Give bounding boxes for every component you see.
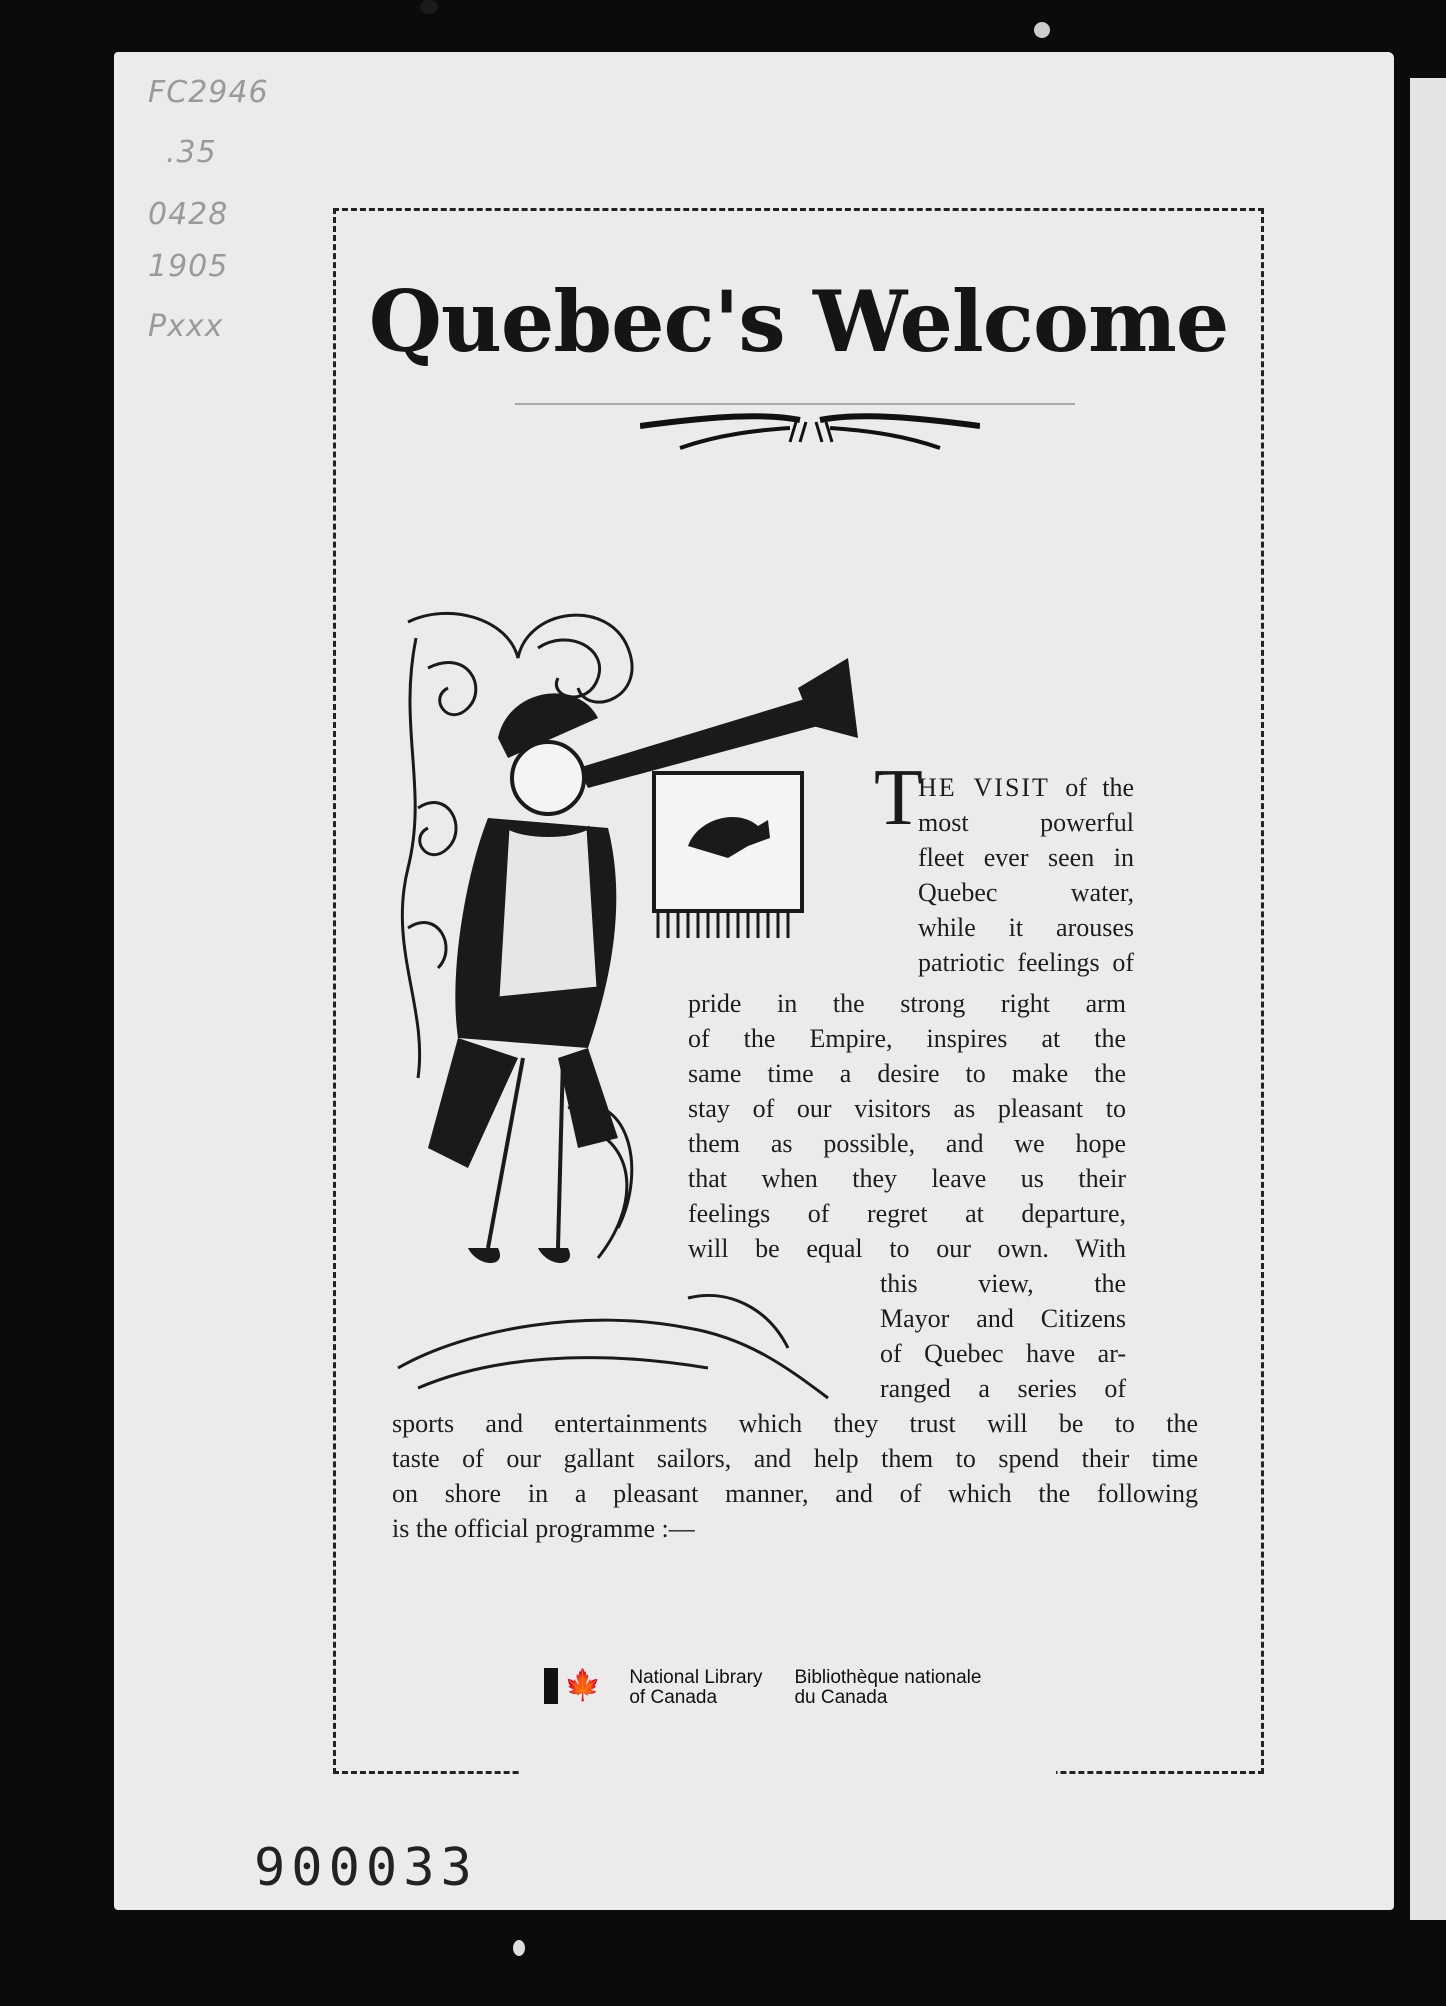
body-text-middle: [688, 986, 1126, 1266]
library-name-en: National Library of Canada: [629, 1667, 763, 1708]
text-line: of Quebec have ar-: [880, 1339, 1126, 1368]
maple-leaf-icon: 🍁: [564, 1669, 602, 1702]
drop-cap: T: [874, 754, 923, 842]
adjacent-page-edge: [1410, 78, 1446, 1920]
body-text-full: [392, 1406, 1198, 1546]
text-line: on shore in a pleasant manner, and of which the following: [392, 1479, 1198, 1508]
text-line: will be equal to our own. With: [688, 1234, 1126, 1263]
text-line: this view, the: [880, 1269, 1126, 1298]
page-title: Quebec's Welcome: [368, 272, 1229, 371]
text-line: taste of our gallant sailors, and help them to spend their time: [392, 1444, 1198, 1473]
text-line: while it arouses: [918, 913, 1134, 942]
text-line: ranged a series of: [880, 1374, 1126, 1403]
text-line: stay of our visitors as pleasant to: [688, 1094, 1126, 1123]
text-line: them as possible, and we hope: [688, 1129, 1126, 1158]
lead-in: HE VISIT: [918, 773, 1050, 802]
library-name-fr: Bibliothèque nationale du Canada: [794, 1667, 982, 1708]
text-line: feelings of regret at departure,: [688, 1199, 1126, 1228]
frame-gap: [520, 1764, 1056, 1794]
scan-speck: [513, 1940, 525, 1956]
title-flourish: [640, 408, 980, 452]
text-line: pride in the strong right arm: [688, 989, 1126, 1018]
text-line: HE VISIT of the: [918, 773, 1135, 802]
text-line: sports and entertainments which they trust will be to the: [392, 1409, 1198, 1438]
text-line: Mayor and Citizens: [880, 1304, 1126, 1333]
accession-number: 900033: [254, 1838, 478, 1898]
national-library-logo: [544, 1668, 1013, 1708]
text-line: of the Empire, inspires at the: [688, 1024, 1126, 1053]
scan-speck: [1034, 22, 1050, 38]
scan-speck: [420, 0, 438, 14]
title-rule: [515, 403, 1075, 405]
canada-flag-icon: [544, 1668, 601, 1704]
text-line: fleet ever seen in: [918, 843, 1134, 872]
text-line: Quebec water,: [918, 878, 1134, 907]
text-line: most powerful: [918, 808, 1134, 837]
intro-text-narrow: [918, 770, 1134, 980]
body-text-narrow-lower: [880, 1266, 1126, 1406]
text-line: same time a desire to make the: [688, 1059, 1126, 1088]
text-line: is the official programme :—: [392, 1514, 695, 1543]
text-line: that when they leave us their: [688, 1164, 1126, 1193]
text-line: patriotic feelings of: [918, 948, 1134, 977]
